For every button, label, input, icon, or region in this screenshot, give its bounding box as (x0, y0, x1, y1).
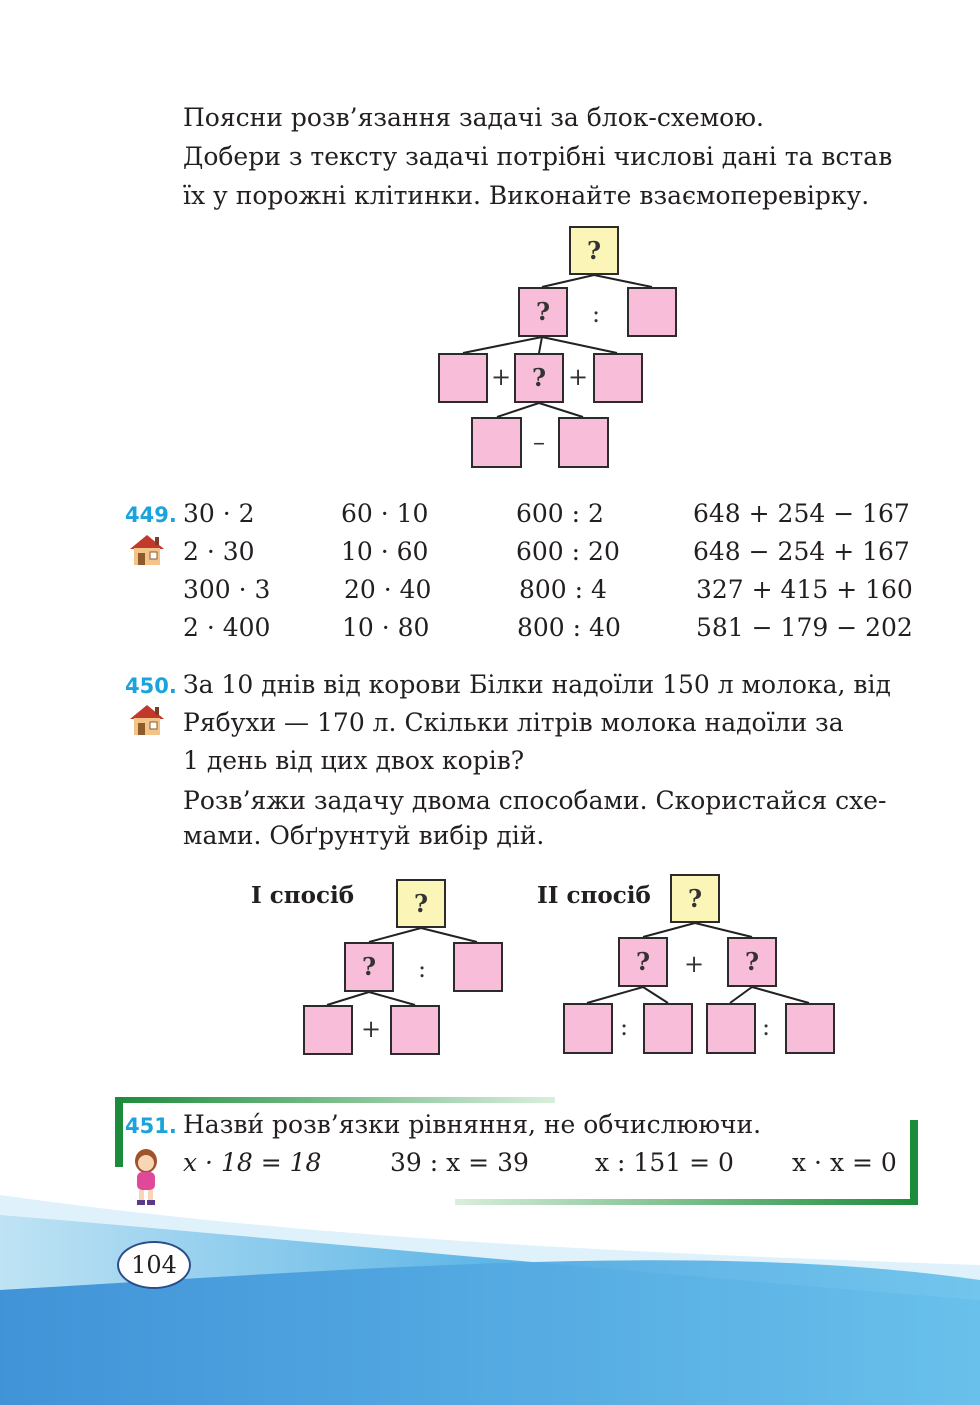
method2-division-sign: : (620, 1013, 629, 1041)
frame-bottom-bar (455, 1199, 918, 1205)
scheme1-plus-sign: + (568, 363, 589, 391)
equation-1: x · 18 = 18 (183, 1148, 322, 1177)
task-449-expr: 327 + 415 + 160 (696, 575, 913, 604)
scheme1-top-question-box: ? (569, 226, 619, 275)
equation-2: 39 : x = 39 (390, 1148, 529, 1177)
intro-line-1: Поясни розв’язання задачі за блок-схемою. (183, 103, 764, 132)
task-450-line-5: мами. Обґрунтуй вибір дій. (183, 821, 545, 850)
method1-empty-box[interactable] (303, 1005, 353, 1055)
task-449-expr: 800 : 4 (519, 575, 607, 604)
equation-4: x · x = 0 (792, 1148, 897, 1177)
task-449-expr: 20 · 40 (344, 575, 432, 604)
task-449-expr: 2 · 30 (183, 537, 255, 566)
scheme1-empty-box[interactable] (593, 353, 643, 403)
method2-left-question-box: ? (618, 937, 668, 987)
scheme1-minus-sign: – (533, 428, 545, 456)
intro-line-3: їх у порожні клітинки. Виконайте взаємоперевірку. (183, 181, 870, 210)
task-449-expr: 648 + 254 − 167 (693, 499, 910, 528)
task-449-expr: 581 − 179 − 202 (696, 613, 913, 642)
task-449-expr: 600 : 20 (516, 537, 620, 566)
task-450-line-2: Рябухи — 170 л. Скільки літрів молока надоїли за (183, 708, 844, 737)
task-449-expr: 30 · 2 (183, 499, 255, 528)
method2-right-question-box: ? (727, 937, 777, 987)
task-449-expr: 648 − 254 + 167 (693, 537, 910, 566)
method2-top-question-box: ? (670, 874, 720, 923)
page-number: 104 (117, 1241, 191, 1289)
task-449-expr: 10 · 80 (342, 613, 430, 642)
task-450-line-4: Розв’яжи задачу двома способами. Скористайся схе- (183, 786, 887, 815)
method2-empty-box[interactable] (643, 1003, 693, 1054)
task-451-number: 451. (125, 1114, 177, 1138)
girl-icon (128, 1148, 164, 1206)
task-449-number: 449. (125, 503, 177, 527)
scheme1-empty-box[interactable] (471, 417, 522, 468)
method1-empty-box[interactable] (453, 942, 503, 992)
intro-line-2: Добери з тексту задачі потрібні числові дані та встав (183, 142, 893, 171)
method2-division-sign: : (762, 1013, 771, 1041)
method1-empty-box[interactable] (390, 1005, 440, 1055)
scheme1-mid-question-box: ? (518, 287, 568, 337)
task-449-expr: 300 · 3 (183, 575, 271, 604)
scheme1-empty-box[interactable] (438, 353, 488, 403)
method2-empty-box[interactable] (563, 1003, 613, 1054)
task-450-number: 450. (125, 674, 177, 698)
method2-plus-sign: + (684, 950, 705, 978)
task-449-expr: 800 : 40 (517, 613, 621, 642)
task-451-text: Назви́ розв’язки рівняння, не обчислюючи. (183, 1110, 762, 1139)
scheme1-bottom-question-box: ? (514, 353, 564, 403)
scheme1-division-sign: : (592, 300, 601, 328)
scheme1-plus-sign: + (491, 363, 512, 391)
task-450-line-3: 1 день від цих двох корів? (183, 746, 525, 775)
frame-right-bar (910, 1120, 918, 1205)
method1-mid-question-box: ? (344, 942, 394, 992)
method2-empty-box[interactable] (785, 1003, 835, 1054)
task-449-expr: 600 : 2 (516, 499, 604, 528)
method-2-label: ІІ спосіб (537, 882, 651, 909)
frame-top-bar (115, 1097, 555, 1103)
scheme1-empty-box[interactable] (558, 417, 609, 468)
task-449-expr: 10 · 60 (341, 537, 429, 566)
frame-left-bar (115, 1097, 123, 1167)
method-1-label: І спосіб (251, 882, 355, 909)
task-449-expr: 2 · 400 (183, 613, 271, 642)
task-450-line-1: За 10 днів від корови Білки надоїли 150 л молока, від (183, 670, 891, 699)
method1-division-sign: : (418, 955, 427, 983)
method1-plus-sign: + (361, 1015, 382, 1043)
method2-empty-box[interactable] (706, 1003, 756, 1054)
house-icon (128, 533, 166, 567)
method1-top-question-box: ? (396, 879, 446, 928)
scheme1-empty-box[interactable] (627, 287, 677, 337)
task-449-expr: 60 · 10 (341, 499, 429, 528)
equation-3: x : 151 = 0 (595, 1148, 734, 1177)
house-icon (128, 703, 166, 737)
